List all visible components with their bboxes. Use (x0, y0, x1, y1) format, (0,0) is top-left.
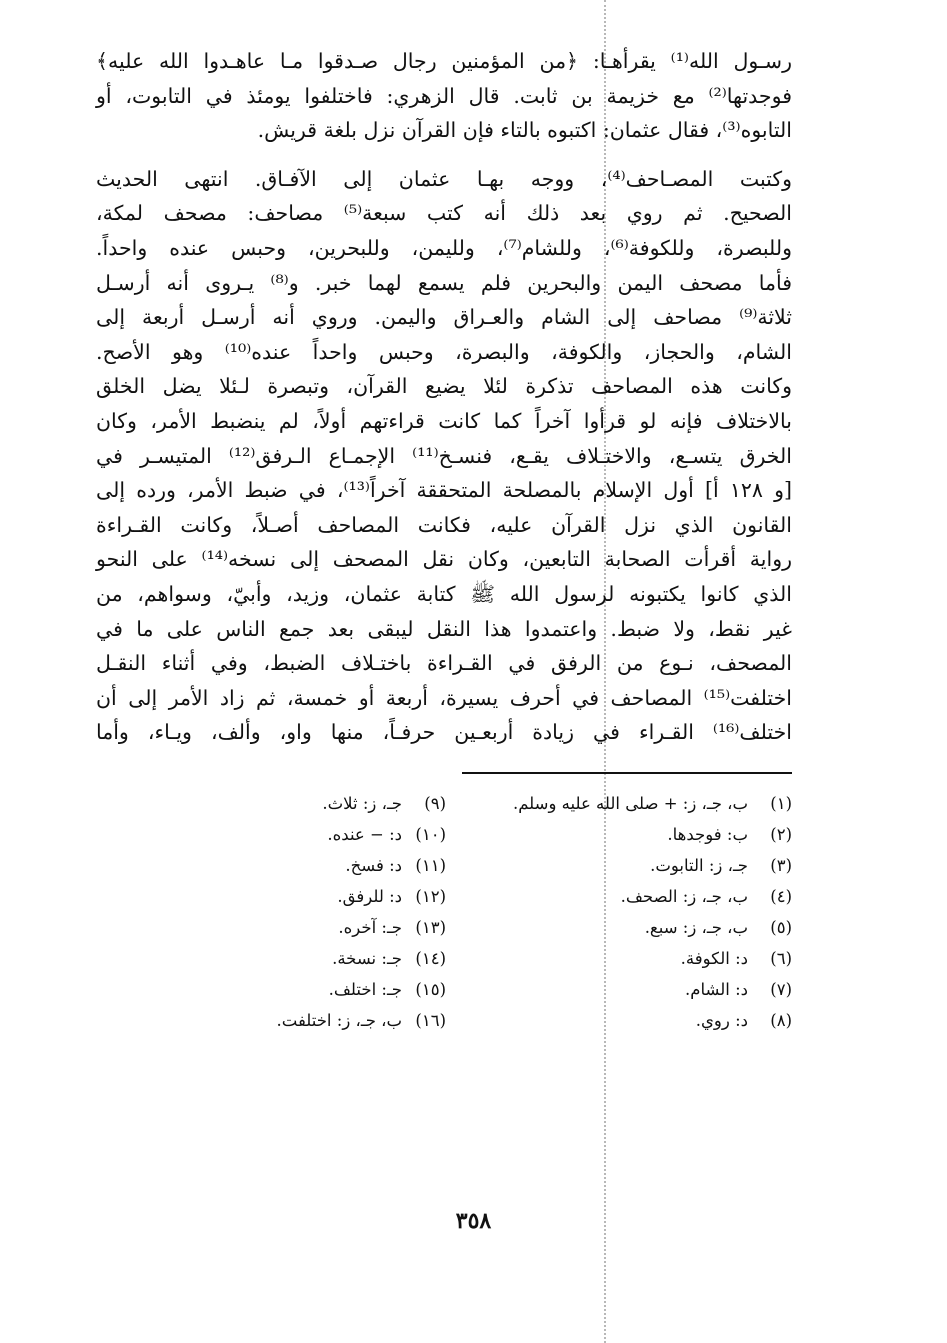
text-line: الشام، والحجاز، والكوفة، والبصرة، وحبس واحداً عنده⁽¹⁰⁾ وهو الأصح. (96, 339, 793, 364)
footnote-number: (١٦) (415, 1010, 446, 1030)
footnote-separator (462, 772, 792, 774)
footnote (462, 943, 792, 974)
footnote (462, 819, 792, 850)
text-line: ثلاثة⁽⁹⁾ مصاحف إلى الشام والعـراق واليمن. وروي أنه أرسـل أربعة إلى (96, 305, 792, 330)
footnote-text: جـ: اختلف. (328, 979, 402, 999)
text-line: الذي كانوا يكتبونه لرسول الله ﷺ كتابة عثمان، وزيد، وأبيّ، وسواهم، من (96, 581, 792, 606)
text-line: بالاختلاف فإنه لو قرأوا آخراً كما كانت قراءتهم أولاً، لم ينضبط الأمر، وكان (96, 408, 792, 433)
footnote (462, 974, 792, 1005)
text-line: القانون الذي نزل القرآن عليه، فكانت المصاحف أصـلاً، وكانت القـراءة (96, 512, 792, 537)
footnotes-right-column (462, 788, 792, 1036)
footnote-number: (٨) (770, 1010, 792, 1030)
footnote-number: (١٠) (415, 824, 446, 844)
text-line: رسـول الله⁽¹⁾ يقرأهـا: ﴿من المؤمنين رجال صـدقوا مـا عاهـدوا الله عليه﴾ (96, 49, 793, 73)
text-line: وللبصرة، وللكوفة⁽⁶⁾، وللشام⁽⁷⁾، ولليمن، وللبحرين، وحبس عنده واحداً. (96, 235, 792, 260)
footnote (156, 850, 446, 881)
footnote-text: ب، جـ، ز: + صلى الله عليه وسلم. (512, 793, 748, 813)
text-line: الصحيح. ثم روي بعد ذلك أنه كتب سبعة⁽⁵⁾ مصاحف: مصحف لمكة، (96, 201, 792, 226)
text-line: وكانت هذه المصاحف تذكرة لئلا يضيع القرآن، وتبصرة لـئلا يضل الخلق (96, 374, 792, 399)
footnote (462, 788, 792, 819)
text-line: فأما مصحف اليمن والبحرين فلم يسمع لهما خبر. و⁽⁸⁾ يـروى أنه أرسـل (96, 270, 793, 295)
text-line: رواية أقرأت الصحابة التابعين، وكان نقل المصحف إلى نسخه⁽¹⁴⁾ على النحو (96, 547, 792, 572)
footnote-text: جـ: نسخة. (332, 948, 402, 968)
footnote-number: (٧) (770, 979, 792, 999)
text-line: التابوه⁽³⁾، فقال عثمان: اكتبوه بالتاء فإن القرآن نزل بلغة قريش. (257, 118, 792, 143)
footnote-text: د: − عنده. (327, 824, 402, 844)
footnote (462, 850, 792, 881)
footnote (156, 881, 446, 912)
footnote (156, 912, 446, 943)
text-line: الخرق يتسـع، والاختـلاف يقـع، فنسـخ⁽¹¹⁾ الإجمـاع الـرفق⁽¹²⁾ المتيسـر في (96, 443, 792, 468)
footnote-text: د: الكوفة. (680, 948, 748, 968)
footnotes (96, 788, 792, 1036)
text-line: المصحف، نـوع من الرفق في القـراءة باختـلاف الضبط، وفي أثناء النقـل (96, 651, 792, 676)
footnote (462, 881, 792, 912)
text-line: اختلف⁽¹⁶⁾ القـراء في زيادة أربعـين حرفـاً، منها واو، وألف، ويـاء، وأما (96, 720, 792, 745)
footnote (156, 943, 446, 974)
paragraph-2 (96, 162, 792, 750)
footnote-text: ب، جـ، ز: اختلفت. (276, 1010, 402, 1030)
text-line: اختلفت⁽¹⁵⁾ المصاحف في أحرف يسيرة، أربعة أو خمسة، ثم زاد الأمر إلى أن (96, 685, 792, 710)
footnote-text: د: فسخ. (345, 855, 402, 875)
footnote-number: (١٣) (415, 917, 446, 937)
footnote-number: (٢) (770, 824, 792, 844)
footnote-number: (١٢) (415, 886, 446, 906)
text-line: [و ١٢٨ أ] أول الإسلام بالمصلحة المتحققة آخراً⁽¹³⁾، في ضبط الأمر، ورده إلى (96, 478, 792, 503)
footnote-text: د: روي. (695, 1010, 748, 1030)
footnote (156, 974, 446, 1005)
page-number: ٣٥٨ (455, 1208, 492, 1234)
footnote-number: (٣) (770, 855, 792, 875)
footnote (156, 788, 446, 819)
footnote-text: جـ، ز: ثلاث. (322, 793, 402, 813)
footnote-number: (١٤) (415, 948, 446, 968)
footnote-number: (٥) (770, 917, 792, 937)
footnote-number: (٦) (770, 948, 792, 968)
footnote-number: (٤) (770, 886, 792, 906)
text-line: فوجدتها⁽²⁾ مع خزيمة بن ثابت. قال الزهري: فاختلفوا يومئذ في التابوت، أو (96, 83, 792, 108)
footnote-text: ب، جـ، ز: سبع. (644, 917, 748, 937)
book-page (96, 44, 792, 1036)
paragraph-1 (96, 44, 792, 148)
footnote-number: (١٥) (415, 979, 446, 999)
footnote (156, 819, 446, 850)
footnote-text: ب، جـ، ز: الصحف. (620, 886, 748, 906)
footnote-text: د: للرفق. (337, 886, 402, 906)
footnote (462, 912, 792, 943)
footnote-text: د: الشام. (685, 979, 748, 999)
text-line: غير نقط، ولا ضبط. واعتمدوا هذا النقل ليبقى بعد جمع الناس على ما في (96, 616, 792, 641)
footnote-text: جـ، ز: التابوت. (650, 855, 748, 875)
footnote (156, 1005, 446, 1036)
footnote (462, 1005, 792, 1036)
text-line: وكتبت المصـاحف⁽⁴⁾، ووجه بهـا عثمان إلى الآفـاق. انتهى الحديث (96, 166, 792, 191)
footnote-number: (١١) (415, 855, 446, 875)
footnote-text: ب: فوجدها. (667, 824, 748, 844)
footnote-number: (٩) (424, 793, 446, 813)
footnote-number: (١) (770, 793, 792, 813)
footnote-text: جـ: آخره. (338, 917, 402, 937)
footnotes-left-column (156, 788, 446, 1036)
